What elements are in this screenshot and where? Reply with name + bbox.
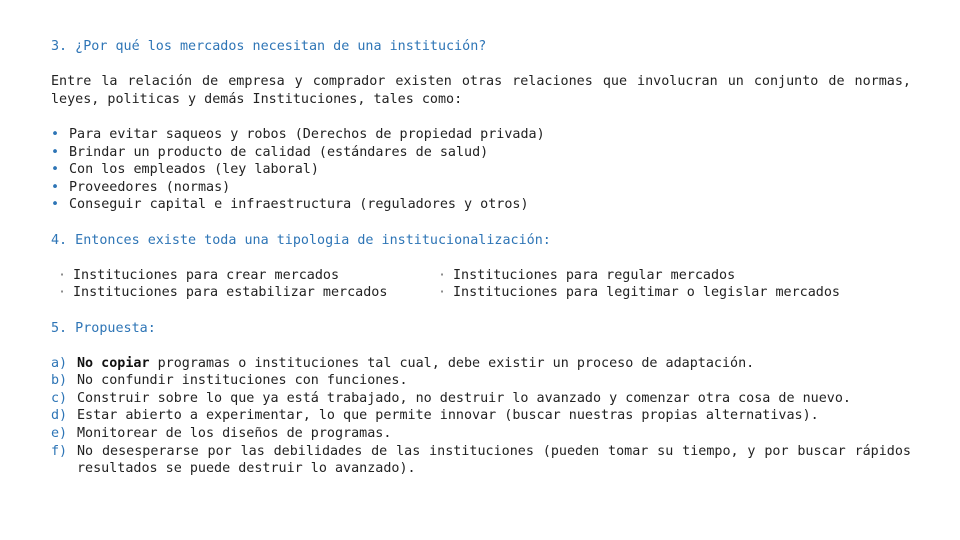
dot-icon: ·	[57, 285, 67, 301]
list-item: • Con los empleados (ley laboral)	[51, 162, 319, 178]
proposal-item: a) No copiar programas o instituciones tal cual, debe existir un proceso de adaptación.	[51, 355, 755, 371]
list-item: • Brindar un producto de calidad (estándares de salud)	[51, 144, 489, 160]
section-3-paragraph: Entre la relación de empresa y comprador existen otras relaciones que involucran un conjunto de normas, leyes, politicas y demás Instituciones, tales como:	[51, 74, 911, 107]
type-item: · Instituciones para legitimar o legislar mercados	[431, 284, 911, 302]
item-letter: f)	[51, 443, 68, 459]
section-4-heading: 4. Entonces existe toda una tipologia de institucionalización:	[51, 232, 551, 248]
item-letter: a)	[51, 355, 68, 371]
dot-icon: ·	[57, 267, 67, 283]
bullet-icon: •	[51, 197, 60, 213]
institution-types	[51, 267, 911, 302]
item-letter: b)	[51, 373, 68, 389]
proposal-item: b) No confundir instituciones con funciones.	[51, 373, 408, 389]
proposal-item: f) No desesperarse por las debilidades de las instituciones (pueden tomar su tiempo, y por buscar rápidos resultados se puede destruir lo avanzado).	[51, 443, 911, 477]
document-page	[51, 38, 911, 478]
proposal-item: e) Monitorear de los diseños de programas.	[51, 426, 392, 442]
type-item: · Instituciones para estabilizar mercados	[51, 284, 431, 302]
bullet-icon: •	[51, 144, 60, 160]
proposal-item: c) Construir sobre lo que ya está trabajado, no destruir lo avanzado y comenzar otra cosa de nuevo.	[51, 390, 851, 406]
proposal-list	[51, 355, 911, 478]
list-item: • Conseguir capital e infraestructura (reguladores y otros)	[51, 197, 529, 213]
section-5-heading: 5. Propuesta:	[51, 320, 156, 336]
list-item: • Para evitar saqueos y robos (Derechos de propiedad privada)	[51, 126, 545, 142]
bullet-icon: •	[51, 126, 60, 142]
section-3-heading: 3. ¿Por qué los mercados necesitan de una institución?	[51, 39, 487, 54]
bullet-icon: •	[51, 179, 60, 195]
proposal-item: d) Estar abierto a experimentar, lo que permite innovar (buscar nuestras propias alternativas).	[51, 408, 819, 424]
dot-icon: ·	[437, 267, 447, 283]
type-item: · Instituciones para crear mercados	[51, 267, 431, 285]
type-item: · Instituciones para regular mercados	[431, 267, 911, 285]
emphasis-text: No copiar	[77, 355, 150, 371]
item-letter: d)	[51, 408, 68, 424]
list-item: • Proveedores (normas)	[51, 179, 231, 195]
bullet-list	[51, 126, 911, 214]
item-letter: e)	[51, 426, 68, 442]
item-letter: c)	[51, 390, 68, 406]
dot-icon: ·	[437, 285, 447, 301]
bullet-icon: •	[51, 162, 60, 178]
